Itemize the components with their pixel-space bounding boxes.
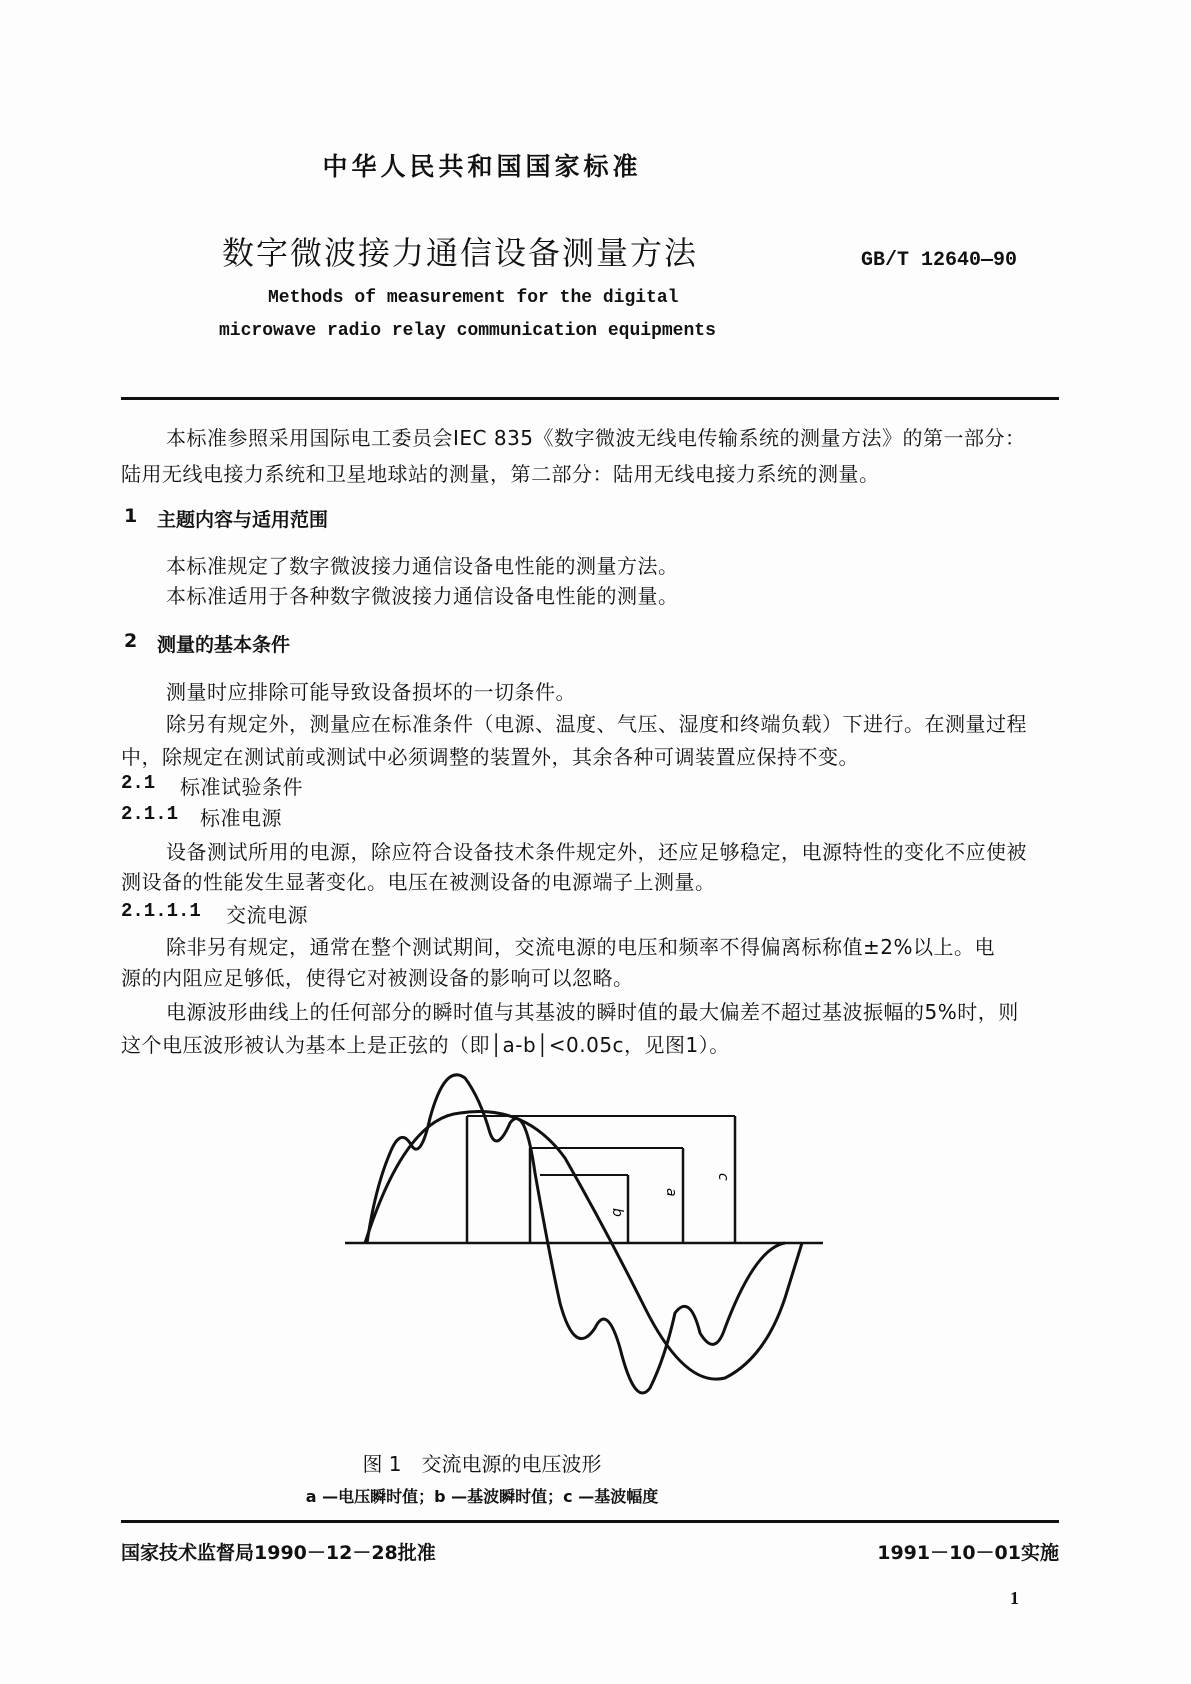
paragraph-line: 这个电压波形被认为基本上是正弦的（即│a-b│<0.05c，见图1）。	[121, 1033, 730, 1057]
section-number: 2.1	[121, 772, 156, 794]
intro-line: 本标准参照采用国际电工委员会IEC 835《数字微波无线电传输系统的测量方法》的第一部分：	[166, 426, 1026, 450]
section-number: 1	[124, 505, 138, 527]
intro-line: 陆用无线电接力系统和卫星地球站的测量，第二部分：陆用无线电接力系统的测量。	[121, 462, 880, 486]
footer-rule	[121, 1520, 1059, 1523]
section-title: 测量的基本条件	[157, 634, 291, 656]
header-rule	[121, 397, 1059, 400]
paragraph-line: 源的内阻应足够低，使得它对被测设备的影响可以忽略。	[121, 966, 634, 990]
approval-date: 国家技术监督局1990－12－28批准	[121, 1542, 436, 1564]
section-number: 2	[124, 630, 138, 652]
section-number: 2.1.1.1	[121, 900, 201, 922]
paragraph-line: 电源波形曲线上的任何部分的瞬时值与其基波的瞬时值的最大偏差不超过基波振幅的5%时，则	[166, 1000, 1019, 1024]
distorted-wave	[367, 1075, 785, 1393]
voltage-waveform-figure	[345, 1058, 825, 1438]
standard-code: GB/T 12640—90	[861, 249, 1018, 272]
label-c: c	[715, 1173, 731, 1181]
paragraph-line: 本标准适用于各种数字微波接力通信设备电性能的测量。	[166, 584, 679, 608]
effective-date: 1991－10－01实施	[877, 1542, 1059, 1564]
document-title-en-2: microwave radio relay communication equipments	[219, 321, 716, 341]
paragraph-line: 测设备的性能发生显著变化。电压在被测设备的电源端子上测量。	[121, 870, 716, 894]
section-title: 标准试验条件	[180, 775, 303, 799]
page-number: 1	[1010, 1588, 1019, 1608]
paragraph-line: 除非另有规定，通常在整个测试期间，交流电源的电压和频率不得偏离标称值±2%以上。电	[166, 935, 995, 959]
section-title: 交流电源	[226, 903, 308, 927]
document-title-cn: 数字微波接力通信设备测量方法	[222, 234, 699, 272]
section-title: 标准电源	[200, 806, 282, 830]
paragraph-line: 除另有规定外，测量应在标准条件（电源、温度、气压、湿度和终端负载）下进行。在测量过程	[166, 712, 1027, 736]
paragraph-line: 测量时应排除可能导致设备损坏的一切条件。	[166, 680, 576, 704]
label-a: a	[663, 1188, 679, 1197]
paragraph-line: 本标准规定了数字微波接力通信设备电性能的测量方法。	[166, 554, 679, 578]
section-title: 主题内容与适用范围	[157, 509, 329, 531]
document-title-en-1: Methods of measurement for the digital	[268, 288, 679, 308]
section-number: 2.1.1	[121, 803, 179, 825]
figure-legend: a —电压瞬时值；b —基波瞬时值；c —基波幅度	[305, 1487, 659, 1506]
national-standard-heading: 中华人民共和国国家标准	[322, 152, 642, 181]
label-b: b	[609, 1208, 625, 1217]
paragraph-line: 中，除规定在测试前或测试中必须调整的装置外，其余各种可调装置应保持不变。	[121, 745, 859, 769]
paragraph-line: 设备测试所用的电源，除应符合设备技术条件规定外，还应足够稳定，电源特性的变化不应使被	[166, 840, 1027, 864]
figure-caption: 图 1 交流电源的电压波形	[362, 1452, 602, 1476]
